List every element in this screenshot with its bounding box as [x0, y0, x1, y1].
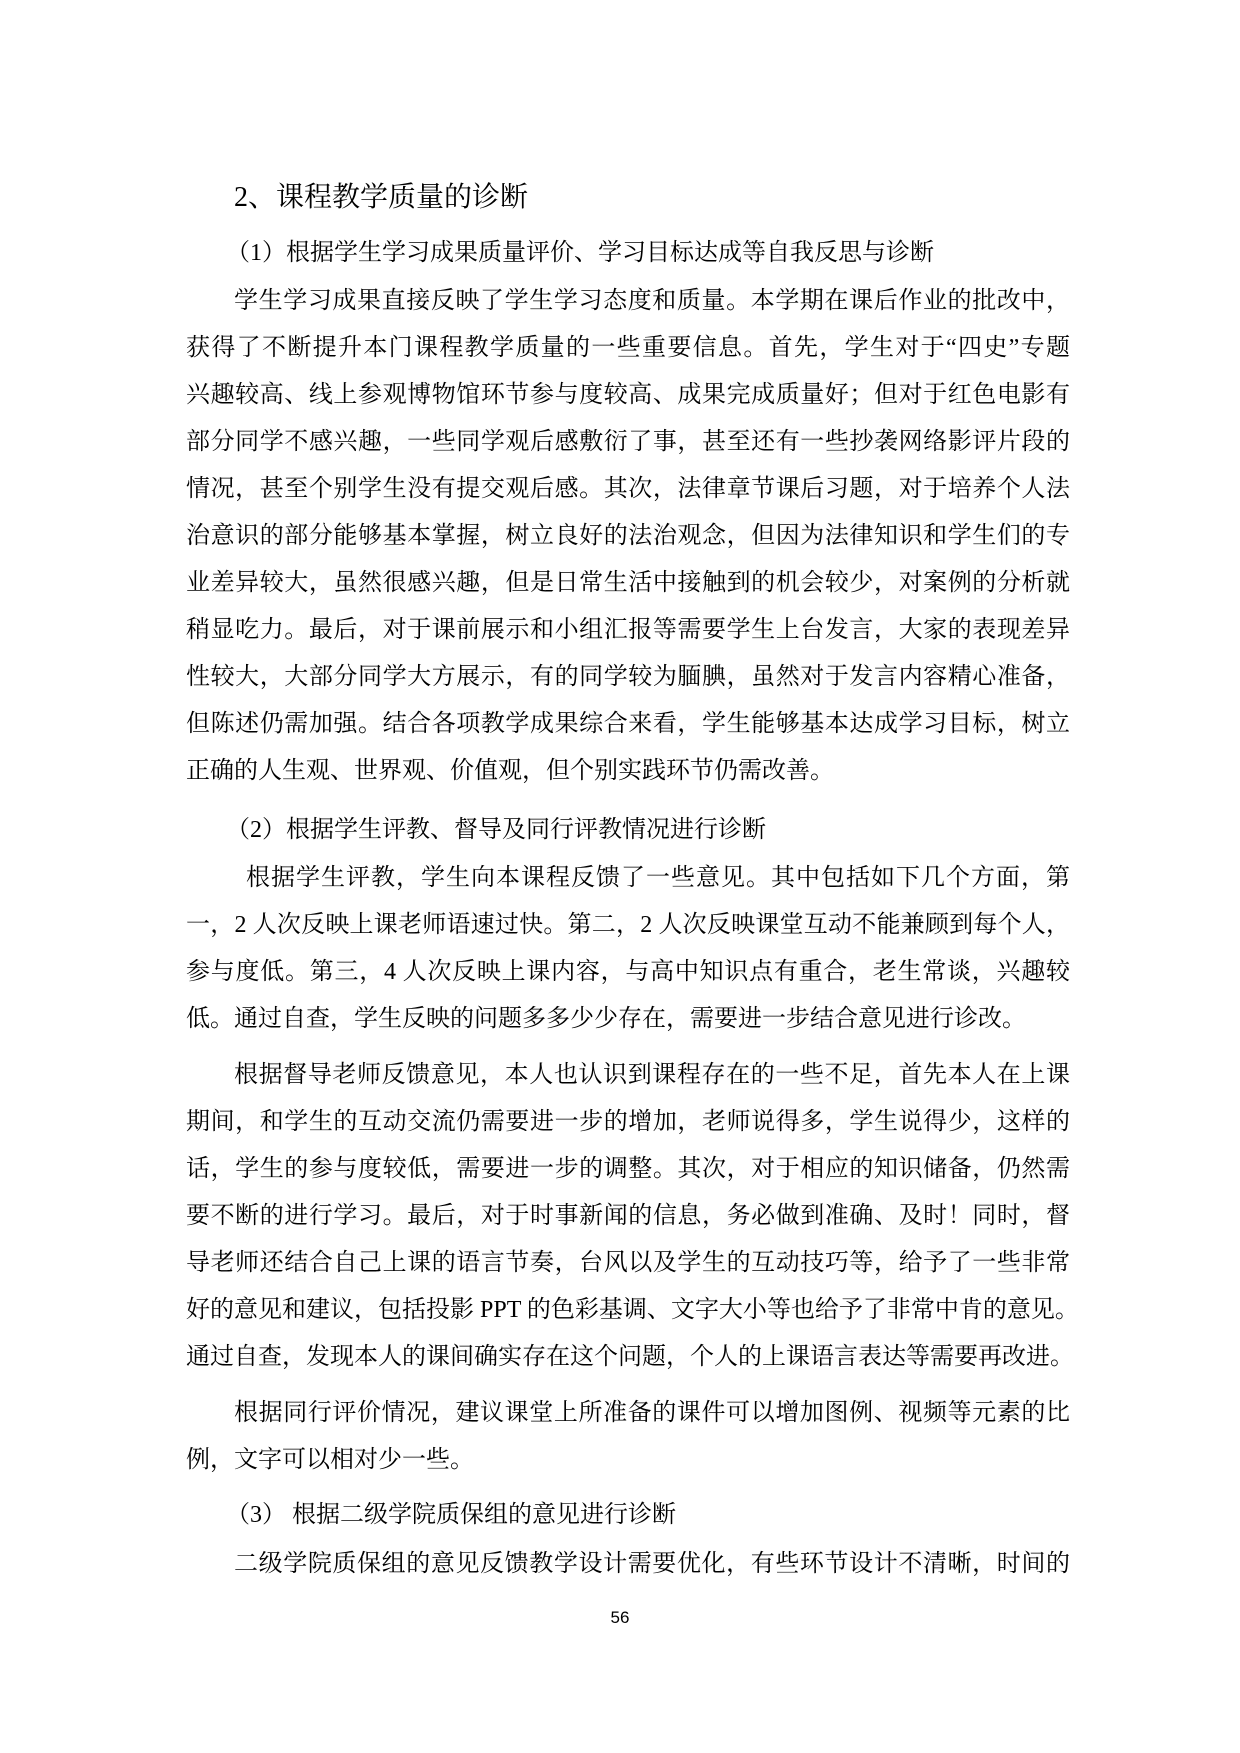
section-title: （3） 根据二级学院质保组的意见进行诊断	[226, 1502, 676, 1528]
paragraph-line: 获得了不断提升本门课程教学质量的一些重要信息。首先，学生对于“四史”专题	[186, 335, 1070, 361]
paragraph-line: 根据督导老师反馈意见，本人也认识到课程存在的一些不足，首先本人在上课	[234, 1062, 1070, 1088]
paragraph	[186, 278, 1070, 795]
paragraph	[186, 1541, 1070, 1588]
paragraph-line: 学生学习成果直接反映了学生学习态度和质量。本学期在课后作业的批改中，	[234, 288, 1070, 314]
paragraph-line: 性较大，大部分同学大方展示，有的同学较为腼腆，虽然对于发言内容精心准备，	[186, 664, 1070, 690]
paragraph-line: 但陈述仍需加强。结合各项教学成果综合来看，学生能够基本达成学习目标，树立	[186, 711, 1070, 737]
paragraph-line: 低。通过自查，学生反映的问题多多少少存在，需要进一步结合意见进行诊改。	[186, 1006, 1026, 1032]
paragraph-line: 根据同行评价情况，建议课堂上所准备的课件可以增加图例、视频等元素的比	[234, 1400, 1070, 1426]
paragraph-line: 二级学院质保组的意见反馈教学设计需要优化，有些环节设计不清晰，时间的	[234, 1551, 1070, 1577]
paragraph-line: 业差异较大，虽然很感兴趣，但是日常生活中接触到的机会较少，对案例的分析就	[186, 570, 1070, 596]
section-title: （1）根据学生学习成果质量评价、学习目标达成等自我反思与诊断	[226, 240, 934, 266]
paragraph-line: 治意识的部分能够基本掌握，树立良好的法治观念，但因为法律知识和学生们的专	[186, 523, 1070, 549]
paragraph-line: 期间，和学生的互动交流仍需要进一步的增加，老师说得多，学生说得少，这样的	[186, 1109, 1070, 1135]
paragraph-line: 一，2 人次反映上课老师语速过快。第二，2 人次反映课堂互动不能兼顾到每个人，	[186, 912, 1070, 938]
paragraph-line: 兴趣较高、线上参观博物馆环节参与度较高、成果完成质量好；但对于红色电影有	[186, 382, 1070, 408]
paragraph-line: 导老师还结合自己上课的语言节奏，台风以及学生的互动技巧等，给予了一些非常	[186, 1250, 1070, 1276]
paragraph-line: 通过自查，发现本人的课间确实存在这个问题，个人的上课语言表达等需要再改进。	[186, 1344, 1074, 1370]
paragraph-line: 参与度低。第三，4 人次反映上课内容，与高中知识点有重合，老生常谈，兴趣较	[186, 959, 1070, 985]
paragraph-line: 好的意见和建议，包括投影 PPT 的色彩基调、文字大小等也给予了非常中肯的意见。	[186, 1297, 1079, 1323]
paragraph	[186, 1390, 1070, 1484]
paragraph-line: 话，学生的参与度较低，需要进一步的调整。其次，对于相应的知识储备，仍然需	[186, 1156, 1070, 1182]
paragraph	[186, 855, 1070, 1043]
paragraph-line: 部分同学不感兴趣，一些同学观后感敷衍了事，甚至还有一些抄袭网络影评片段的	[186, 429, 1070, 455]
paragraph-line: 要不断的进行学习。最后，对于时事新闻的信息，务必做到准确、及时！同时，督	[186, 1203, 1070, 1229]
paragraph-line: 例，文字可以相对少一些。	[186, 1447, 474, 1473]
paragraph	[186, 1052, 1079, 1381]
page-heading: 2、课程教学质量的诊断	[234, 182, 529, 213]
page-number: 56	[610, 1608, 630, 1627]
section-title: （2）根据学生评教、督导及同行评教情况进行诊断	[226, 817, 766, 843]
paragraph-line: 正确的人生观、世界观、价值观，但个别实践环节仍需改善。	[186, 758, 834, 784]
paragraph-line: 稍显吃力。最后，对于课前展示和小组汇报等需要学生上台发言，大家的表现差异	[186, 617, 1070, 643]
paragraph-line: 情况，甚至个别学生没有提交观后感。其次，法律章节课后习题，对于培养个人法	[186, 476, 1070, 502]
paragraph-line: 根据学生评教，学生向本课程反馈了一些意见。其中包括如下几个方面，第	[246, 865, 1070, 891]
